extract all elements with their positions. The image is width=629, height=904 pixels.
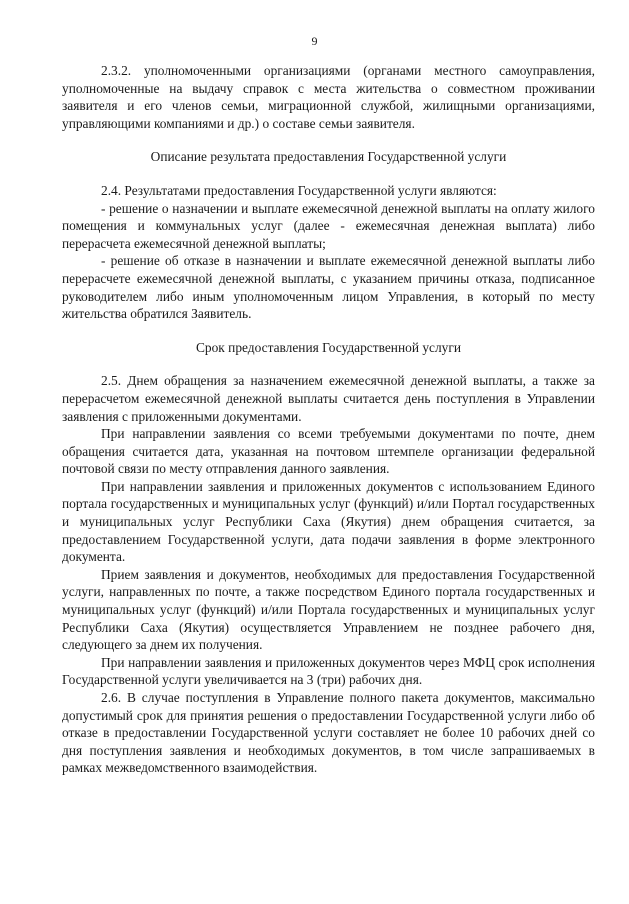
paragraph-2-5-receipt: Прием заявления и документов, необходимых для предоставления Государственной услуги, направленных по почте, а также посредством Единого портала государственных и муниципальных услуг (функций) и/или Портала государственных и муниципальных услуг Республики Саха (Якутия) осуществляется Управлением не позднее рабочего дня, следующего за днем их получения. [62,566,595,653]
paragraph-2-4-item-1: - решение о назначении и выплате ежемесячной денежной выплаты на оплату жилого помещения и коммунальных услуг (далее - ежемесячная денежная выплата) либо перерасчета ежемесячной денежной выплаты; [62,200,595,251]
document-body [62,62,595,777]
page-number: 9 [311,34,318,48]
paragraph-2-5-mfc: При направлении заявления и приложенных документов через МФЦ срок исполнения Государственной услуги увеличивается на 3 (три) рабочих дня. [62,654,595,688]
paragraph-2-5: 2.5. Днем обращения за назначением ежемесячной денежной выплаты, а также за перерасчетом ежемесячной денежной выплаты считается день поступления в Управлении заявления с приложенными документами. [62,373,595,424]
section-heading-term: Срок предоставления Государственной услуги [195,339,462,355]
paragraph-2-4: 2.4. Результатами предоставления Государственной услуги являются: [101,182,497,198]
paragraph-2-3-2: 2.3.2. уполномоченными организациями (органами местного самоуправления, уполномоченные на выдачу справок с места жительства о совместном проживании заявителя и его членов семьи, миграционной службой, жилищными организациями, управляющими компаниями и др.) о составе семьи заявителя. [62,63,595,131]
paragraph-2-5-portal: При направлении заявления и приложенных документов с использованием Единого портала государственных и муниципальных услуг (функций) и/или Портал государственных и муниципальных услуг Республики Саха (Якутия) днем обращения считается, за предоставлением Государственной услуги, дата подачи заявления в форме электронного документа. [62,478,595,565]
section-heading-result: Описание результата предоставления Государственной услуги [150,149,507,165]
paragraph-2-4-item-2: - решение об отказе в назначении и выплате ежемесячной денежной выплаты либо перерасчете ежемесячной денежной выплаты, с указанием причины отказа, подписанное руководителем либо иным уполномоченным лицом Управления, в который по месту жительства обратился Заявитель. [62,253,595,322]
paragraph-2-6: 2.6. В случае поступления в Управление полного пакета документов, максимально допустимый срок для принятия решения о предоставлении Государственной услуги либо об отказе в предоставлении Государственной услуги составляет не более 10 рабочих дней со дня поступления заявления и необходимых документов, в том числе запрашиваемых в рамках межведомственного взаимодействия. [62,690,595,776]
paragraph-2-5-mail: При направлении заявления со всеми требуемыми документами по почте, днем обращения считается дата, указанная на почтовом штемпеле организации федеральной почтовой связи по месту отправления данного заявления. [62,426,595,477]
